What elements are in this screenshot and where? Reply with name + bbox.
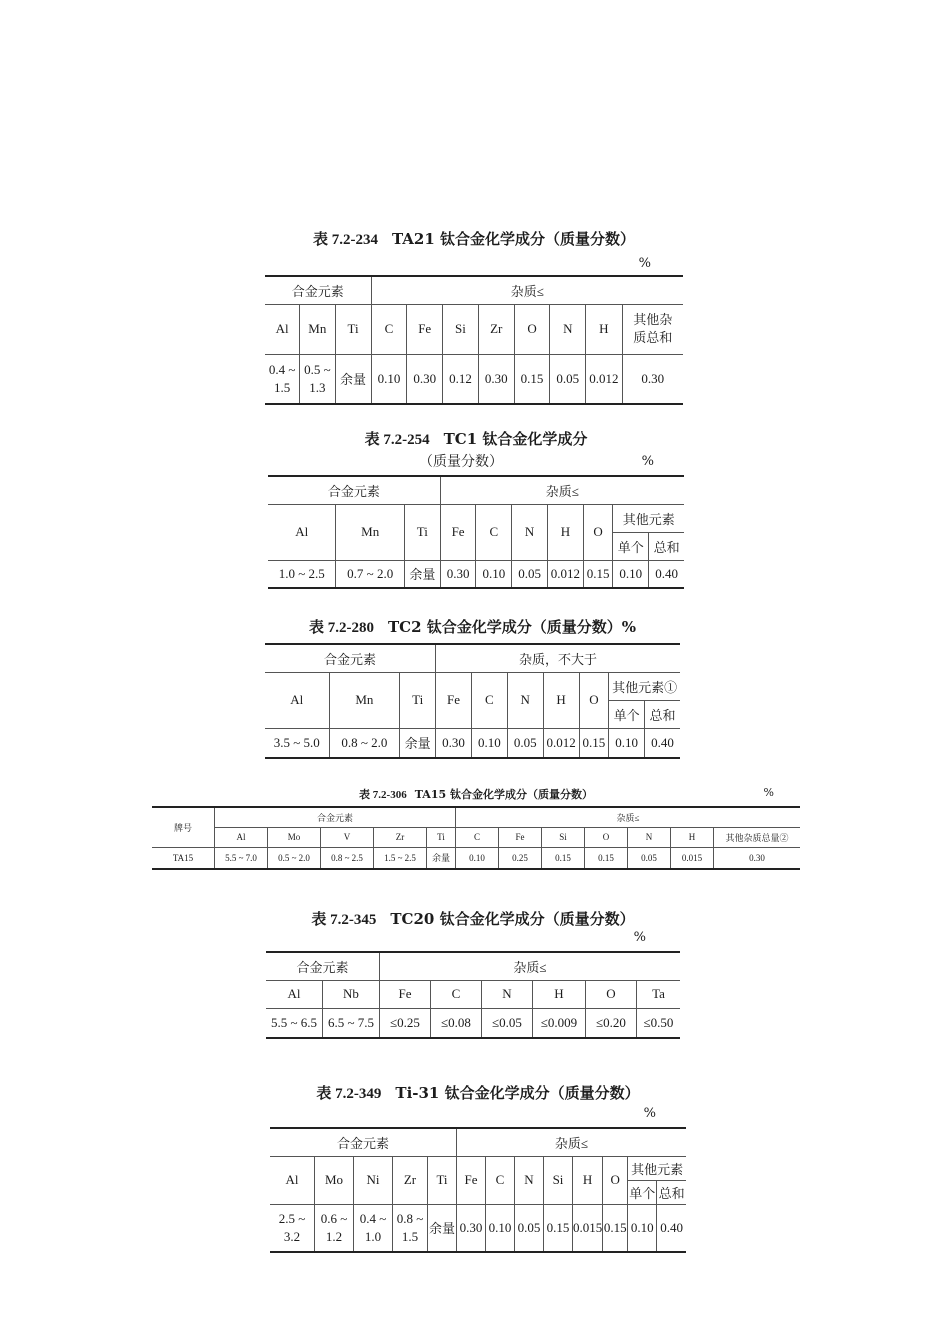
table-number: 表 7.2-234 [312, 232, 378, 248]
table-tc2-block [265, 616, 680, 759]
table-cell: 0.6 ~ 1.2 [315, 1204, 354, 1252]
table-cell: 0.15 [585, 847, 628, 869]
unit-label: % [641, 454, 654, 469]
impurity-group-header: 杂质，不大于 [436, 644, 680, 672]
table-title: Ti-31 钛合金化学成分（质量分数） [395, 1084, 640, 1102]
column-header: O [583, 504, 613, 560]
table-cell: 0.10 [476, 560, 512, 588]
table-cell: 0.15 [542, 847, 585, 869]
table-cell: 0.8 ~ 1.5 [393, 1204, 428, 1252]
table-cell: 0.10 [609, 728, 645, 758]
column-header: Zr [374, 827, 427, 847]
column-header: Fe [407, 304, 443, 354]
column-header: N [512, 504, 548, 560]
alloy-group-header: 合金元素 [215, 807, 456, 827]
column-header: C [456, 827, 499, 847]
column-header: Ti [428, 1156, 457, 1204]
table-cell: 0.30 [478, 354, 514, 404]
column-header: Zr [478, 304, 514, 354]
column-header: Fe [457, 1156, 486, 1204]
unit-label: % [763, 786, 774, 799]
column-header: H [543, 672, 579, 728]
column-header: Al [265, 304, 300, 354]
other-elements-header: 其他元素 [628, 1156, 686, 1180]
table-cell: ≤0.20 [586, 1008, 637, 1038]
column-header: Al [266, 980, 323, 1008]
column-header: Al [270, 1156, 315, 1204]
column-header: Al [265, 672, 329, 728]
table-cell: 0.12 [443, 354, 479, 404]
unit-label: % [643, 1106, 656, 1121]
table-number: 表 7.2-349 [316, 1086, 382, 1102]
column-header: N [550, 304, 586, 354]
table-cell: 1.5 ~ 2.5 [374, 847, 427, 869]
table-cell: 0.05 [628, 847, 671, 869]
column-header: 单个 [609, 700, 645, 728]
composition-table [266, 951, 680, 1039]
unit-label: % [638, 256, 651, 271]
table-cell: 0.40 [657, 1204, 686, 1252]
table-cell: 0.7 ~ 2.0 [336, 560, 404, 588]
table-cell: 0.05 [507, 728, 543, 758]
column-header: Mn [336, 504, 404, 560]
table-cell: 0.4 ~ 1.5 [265, 354, 300, 404]
table-caption [265, 228, 683, 249]
table-cell: 0.40 [649, 560, 684, 588]
column-header: Al [215, 827, 268, 847]
column-header: Si [542, 827, 585, 847]
table-tc1-block [268, 428, 684, 589]
unit-label: % [633, 930, 646, 945]
composition-table [265, 643, 680, 759]
column-header: Fe [440, 504, 476, 560]
table-cell: 0.05 [512, 560, 548, 588]
table-ti31-block [270, 1082, 686, 1253]
table-cell: 1.0 ~ 2.5 [268, 560, 336, 588]
alloy-group-header: 合金元素 [265, 644, 436, 672]
column-header: H [586, 304, 622, 354]
table-cell: 余量 [427, 847, 456, 869]
column-header: Fe [436, 672, 472, 728]
table-number: 表 7.2-306 [359, 789, 407, 801]
composition-table [152, 806, 800, 870]
table-cell: 0.012 [586, 354, 622, 404]
column-header: C [486, 1156, 515, 1204]
table-cell: 0.10 [486, 1204, 515, 1252]
table-ta21-block [265, 228, 683, 405]
table-cell: 0.05 [515, 1204, 544, 1252]
table-cell: 5.5 ~ 6.5 [266, 1008, 323, 1038]
table-number: 表 7.2-280 [308, 620, 374, 636]
table-ta15-block [152, 786, 800, 870]
table-title: TA21 钛合金化学成分（质量分数） [391, 230, 636, 248]
table-cell: ≤0.25 [380, 1008, 431, 1038]
table-cell: 0.40 [645, 728, 680, 758]
column-header: Zr [393, 1156, 428, 1204]
table-cell: 5.5 ~ 7.0 [215, 847, 268, 869]
column-header: Mn [329, 672, 400, 728]
table-title: TA15 钛合金化学成分（质量分数） [414, 788, 593, 801]
column-header: O [603, 1156, 628, 1204]
table-cell: ≤0.50 [637, 1008, 681, 1038]
column-header: Si [544, 1156, 573, 1204]
table-cell: 0.15 [514, 354, 550, 404]
table-cell: 6.5 ~ 7.5 [323, 1008, 380, 1038]
table-cell: 0.10 [628, 1204, 657, 1252]
table-subtitle: （质量分数） [419, 454, 503, 470]
column-header: N [628, 827, 671, 847]
column-header: N [507, 672, 543, 728]
table-cell: 0.30 [407, 354, 443, 404]
column-header: 其他杂质总量② [714, 827, 801, 847]
composition-table [265, 275, 683, 405]
column-header: C [431, 980, 482, 1008]
table-cell: 0.10 [613, 560, 649, 588]
table-cell: 0.25 [499, 847, 542, 869]
table-caption [265, 616, 680, 637]
alloy-group-header: 合金元素 [266, 952, 380, 980]
table-cell: 0.30 [440, 560, 476, 588]
table-cell: 0.30 [714, 847, 801, 869]
other-elements-header: 其他元素 [613, 504, 684, 532]
column-header: 总和 [649, 532, 684, 560]
alloy-group-header: 合金元素 [268, 476, 440, 504]
column-header: Mo [315, 1156, 354, 1204]
table-caption [270, 1082, 686, 1103]
column-header: Nb [323, 980, 380, 1008]
table-title: TC2 钛合金化学成分（质量分数）% [387, 618, 636, 636]
column-header: C [371, 304, 407, 354]
column-header: Ti [404, 504, 440, 560]
column-header: 单个 [628, 1180, 657, 1204]
column-header: 单个 [613, 532, 649, 560]
table-title: TC20 钛合金化学成分（质量分数） [390, 910, 635, 928]
table-cell: 0.15 [544, 1204, 573, 1252]
table-number: 表 7.2-345 [311, 912, 377, 928]
column-header: Ti [400, 672, 436, 728]
column-header: C [476, 504, 512, 560]
column-header: Fe [380, 980, 431, 1008]
impurity-group-header: 杂质≤ [380, 952, 681, 980]
column-header: Ti [335, 304, 371, 354]
column-header: Si [443, 304, 479, 354]
table-cell: ≤0.009 [533, 1008, 586, 1038]
column-header: 其他杂质总和 [622, 304, 683, 354]
composition-table [270, 1127, 686, 1253]
column-header: O [514, 304, 550, 354]
column-header: H [533, 980, 586, 1008]
table-cell: 0.30 [622, 354, 683, 404]
table-cell: 0.10 [471, 728, 507, 758]
column-header: C [471, 672, 507, 728]
table-cell: 0.015 [573, 1204, 603, 1252]
other-elements-header: 其他元素① [609, 672, 680, 700]
grade-header: 牌号 [152, 807, 215, 847]
table-cell: 0.5 ~ 2.0 [268, 847, 321, 869]
table-cell: 余量 [404, 560, 440, 588]
table-cell: 3.5 ~ 5.0 [265, 728, 329, 758]
table-caption [152, 786, 800, 802]
table-cell: 0.05 [550, 354, 586, 404]
table-cell: 0.4 ~ 1.0 [354, 1204, 393, 1252]
table-caption [266, 908, 680, 929]
table-cell: ≤0.05 [482, 1008, 533, 1038]
table-title: TC1 钛合金化学成分 [443, 430, 588, 448]
grade-cell: TA15 [152, 847, 215, 869]
column-header: O [579, 672, 609, 728]
column-header: N [482, 980, 533, 1008]
table-cell: ≤0.08 [431, 1008, 482, 1038]
impurity-group-header: 杂质≤ [456, 807, 801, 827]
composition-table [268, 475, 684, 589]
table-cell: 余量 [400, 728, 436, 758]
table-cell: 0.30 [457, 1204, 486, 1252]
table-cell: 0.012 [543, 728, 579, 758]
column-header: 总和 [657, 1180, 686, 1204]
impurity-group-header: 杂质≤ [457, 1128, 687, 1156]
impurity-group-header: 杂质≤ [440, 476, 684, 504]
column-header: Ni [354, 1156, 393, 1204]
table-cell: 余量 [428, 1204, 457, 1252]
alloy-group-header: 合金元素 [270, 1128, 457, 1156]
table-cell: 0.10 [456, 847, 499, 869]
table-caption [268, 428, 684, 449]
column-header: H [573, 1156, 603, 1204]
table-cell: 0.15 [583, 560, 613, 588]
alloy-group-header: 合金元素 [265, 276, 371, 304]
column-header: Mo [268, 827, 321, 847]
column-header: N [515, 1156, 544, 1204]
column-header: Ta [637, 980, 681, 1008]
table-cell: 0.8 ~ 2.5 [321, 847, 374, 869]
table-cell: 0.15 [579, 728, 609, 758]
table-cell: 0.30 [436, 728, 472, 758]
table-cell: 0.15 [603, 1204, 628, 1252]
column-header: Ti [427, 827, 456, 847]
table-cell: 0.015 [671, 847, 714, 869]
table-number: 表 7.2-254 [364, 432, 430, 448]
table-cell: 0.10 [371, 354, 407, 404]
impurity-group-header: 杂质≤ [371, 276, 683, 304]
column-header: O [586, 980, 637, 1008]
column-header: 总和 [645, 700, 680, 728]
table-cell: 0.012 [548, 560, 584, 588]
table-cell: 余量 [335, 354, 371, 404]
table-cell: 0.5 ~ 1.3 [300, 354, 335, 404]
column-header: Al [268, 504, 336, 560]
table-cell: 2.5 ~ 3.2 [270, 1204, 315, 1252]
table-tc20-block [266, 908, 680, 1039]
table-cell: 0.8 ~ 2.0 [329, 728, 400, 758]
column-header: Mn [300, 304, 335, 354]
column-header: V [321, 827, 374, 847]
column-header: Fe [499, 827, 542, 847]
column-header: H [671, 827, 714, 847]
column-header: H [548, 504, 584, 560]
column-header: O [585, 827, 628, 847]
